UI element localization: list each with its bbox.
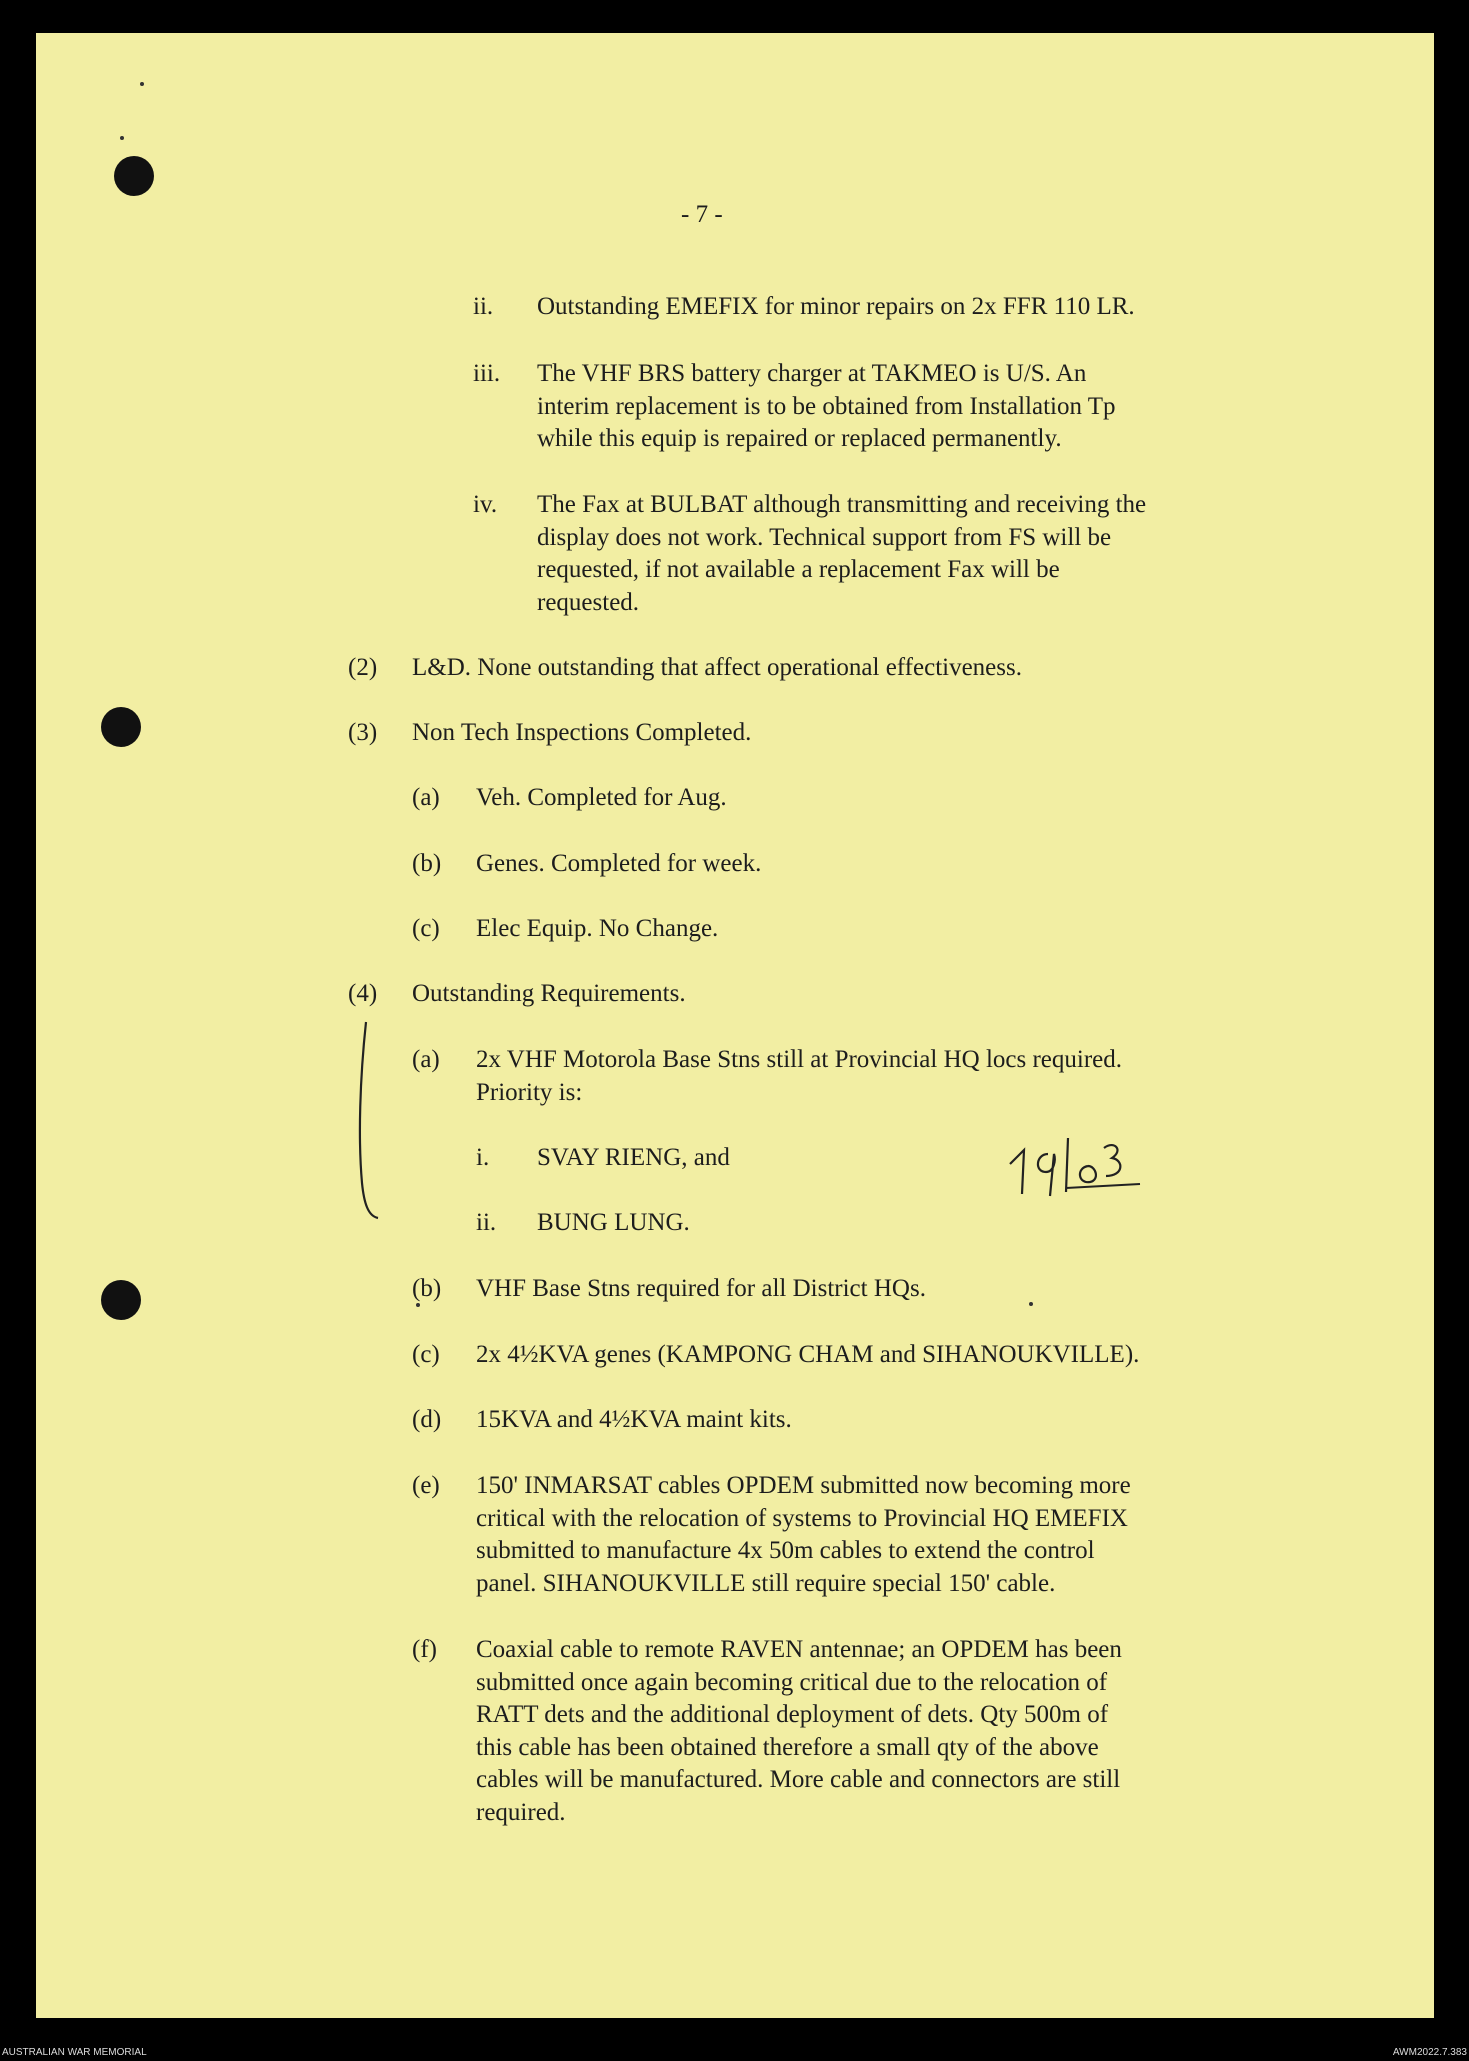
- item-text-line: display does not work. Technical support from FS will be: [537, 523, 1112, 551]
- item-text-line: interim replacement is to be obtained from Installation Tp: [537, 392, 1116, 420]
- item-text-line: L&D. None outstanding that affect operational effectiveness.: [412, 654, 1022, 681]
- item-text-line: 15KVA and 4½KVA maint kits.: [476, 1406, 792, 1433]
- punch-hole: [114, 156, 154, 196]
- item-label: (a): [412, 1046, 440, 1073]
- item-text-line: Outstanding EMEFIX for minor repairs on 2x FFR 110 LR.: [537, 293, 1135, 320]
- item-label: iv.: [473, 491, 498, 518]
- item-text-line: Priority is:: [476, 1078, 583, 1106]
- item-text-line: 2x VHF Motorola Base Stns still at Provincial HQ locs required.: [476, 1046, 1123, 1073]
- page-number: - 7 -: [681, 201, 723, 228]
- item-label: (c): [412, 1341, 440, 1368]
- handwritten-note: [1000, 1124, 1160, 1204]
- item-text-line: SVAY RIENG, and: [537, 1144, 730, 1171]
- item-label: ii.: [476, 1209, 497, 1236]
- paper-speck: [140, 82, 144, 86]
- item-text-line: Coaxial cable to remote RAVEN antennae; an OPDEM has been: [476, 1636, 1122, 1663]
- item-text-line: panel. SIHANOUKVILLE still require special 150' cable.: [476, 1569, 1056, 1597]
- item-text-line: cables will be manufactured. More cable and connectors are still: [476, 1766, 1121, 1793]
- item-text-line: Non Tech Inspections Completed.: [412, 719, 752, 746]
- handwritten-note-text: 19|03: [1000, 1124, 1003, 1125]
- item-text-line: The VHF BRS battery charger at TAKMEO is U/S. An: [537, 360, 1087, 387]
- item-text-line: submitted to manufacture 4x 50m cables to extend the control: [476, 1537, 1095, 1564]
- item-label: (2): [348, 654, 378, 681]
- item-text-line: requested, if not available a replacement Fax will be: [537, 556, 1060, 583]
- item-label: (f): [412, 1636, 437, 1663]
- item-label: (b): [412, 850, 442, 877]
- item-label: (b): [412, 1275, 442, 1302]
- item-text-line: requested.: [537, 588, 640, 616]
- item-text-line: this cable has been obtained therefore a small qty of the above: [476, 1733, 1099, 1761]
- item-text-line: Genes. Completed for week.: [476, 850, 762, 877]
- item-text-line: required.: [476, 1798, 566, 1826]
- punch-hole: [101, 707, 141, 747]
- item-label: (3): [348, 719, 378, 746]
- item-text-line: Elec Equip. No Change.: [476, 915, 719, 942]
- item-text-line: BUNG LUNG.: [537, 1209, 690, 1236]
- item-text-line: The Fax at BULBAT although transmitting and receiving the: [537, 491, 1147, 518]
- item-label: ii.: [473, 293, 494, 320]
- item-text-line: critical with the relocation of systems to Provincial HQ EMEFIX: [476, 1504, 1128, 1532]
- item-text-line: 150' INMARSAT cables OPDEM submitted now becoming more: [476, 1472, 1131, 1499]
- item-label: (a): [412, 784, 440, 811]
- footer-right: AWM2022.7.383: [1392, 2047, 1467, 2058]
- item-label: (d): [412, 1406, 442, 1433]
- item-label: i.: [476, 1144, 490, 1171]
- item-text-line: 2x 4½KVA genes (KAMPONG CHAM and SIHANOUKVILLE).: [476, 1341, 1140, 1368]
- item-label: (4): [348, 980, 378, 1007]
- punch-hole: [101, 1280, 141, 1320]
- paper-speck: [1029, 1302, 1033, 1306]
- item-text-line: Veh. Completed for Aug.: [476, 784, 727, 811]
- footer-left: AUSTRALIAN WAR MEMORIAL: [2, 2047, 147, 2058]
- handwritten-bracket: [356, 1018, 386, 1223]
- item-text-line: submitted once again becoming critical due to the relocation of: [476, 1668, 1108, 1696]
- item-text-line: while this equip is repaired or replaced permanently.: [537, 425, 1062, 452]
- item-text-line: Outstanding Requirements.: [412, 980, 686, 1007]
- item-label: (e): [412, 1472, 440, 1499]
- item-text-line: RATT dets and the additional deployment of dets. Qty 500m of: [476, 1701, 1109, 1728]
- item-label: iii.: [473, 360, 501, 387]
- item-text-line: VHF Base Stns required for all District HQs.: [476, 1275, 926, 1302]
- item-label: (c): [412, 915, 440, 942]
- paper-speck: [120, 136, 124, 140]
